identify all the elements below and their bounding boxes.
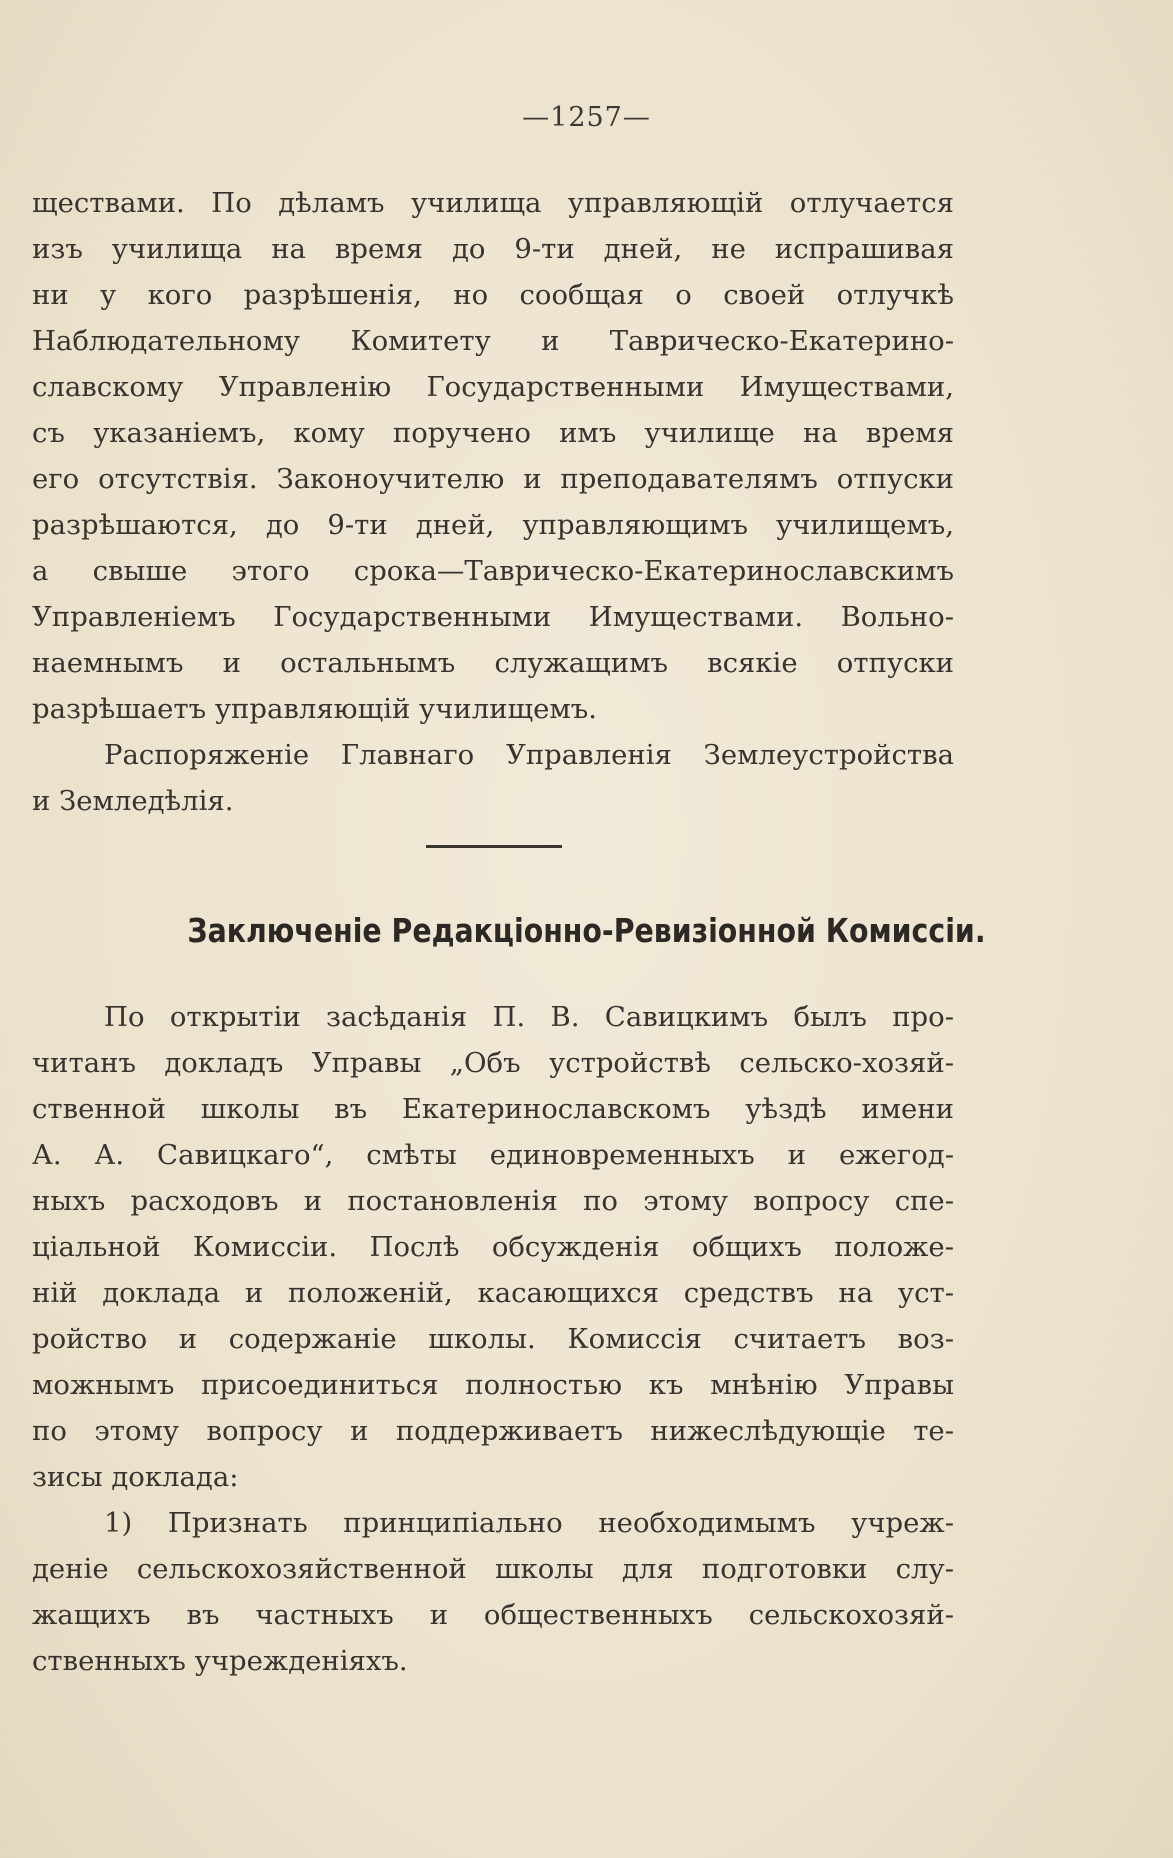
text-line: изъ училища на время до 9-ти дней, не испрашивая — [32, 233, 954, 265]
text-line: съ указаніемъ, кому поручено имъ училище на время — [32, 417, 954, 449]
text-line: разрѣшаются, до 9-ти дней, управляющимъ училищемъ, — [32, 509, 954, 541]
text-line: Распоряженіе Главнаго Управленія Землеустройства — [104, 739, 954, 771]
text-line: ройство и содержаніе школы. Комиссія считаетъ воз- — [32, 1323, 954, 1355]
text-line: его отсутствія. Законоучителю и преподавателямъ отпуски — [32, 463, 954, 495]
text-block-bottom — [32, 994, 954, 1684]
text-line: А. А. Савицкаго“, смѣты единовременныхъ и ежегод- — [32, 1139, 954, 1171]
text-line: читанъ докладъ Управы „Объ устройствѣ сельско-хозяй- — [32, 1047, 954, 1079]
text-line: ціальной Комиссіи. Послѣ обсужденія общихъ положе- — [32, 1231, 954, 1263]
text-block-top — [32, 180, 954, 824]
section-divider — [426, 845, 562, 848]
text-line: ственной школы въ Екатеринославскомъ уѣздѣ имени — [32, 1093, 954, 1125]
text-line: 1) Признать принципіально необходимымъ учреж- — [104, 1507, 954, 1539]
section-heading: Заключеніе Редакціонно-Ревизіонной Комиссіи. — [187, 911, 986, 950]
text-line: разрѣшаетъ управляющій училищемъ. — [32, 693, 598, 725]
text-line: ственныхъ учрежденіяхъ. — [32, 1645, 408, 1677]
text-line: ни у кого разрѣшенія, но сообщая о своей отлучкѣ — [32, 279, 954, 311]
text-line: славскому Управленію Государственными Имуществами, — [32, 371, 954, 403]
text-line: По открытіи засѣданія П. В. Савицкимъ былъ про- — [104, 1001, 954, 1033]
text-line: зисы доклада: — [32, 1461, 239, 1493]
text-line: а свыше этого срока—Таврическо-Екатеринославскимъ — [32, 555, 954, 587]
text-line: ній доклада и положеній, касающихся средствъ на уст- — [32, 1277, 954, 1309]
text-line: Управленіемъ Государственными Имуществами. Вольно- — [32, 601, 954, 633]
text-line: по этому вопросу и поддерживаетъ нижеслѣдующіе те- — [32, 1415, 954, 1447]
page-number: —1257— — [522, 102, 651, 133]
text-line: Наблюдательному Комитету и Таврическо-Екатерино- — [32, 325, 954, 357]
text-line: деніе сельскохозяйственной школы для подготовки слу- — [32, 1553, 954, 1585]
text-line: можнымъ присоединиться полностью къ мнѣнію Управы — [32, 1369, 954, 1401]
text-line: и Земледѣлія. — [32, 785, 234, 817]
text-line: наемнымъ и остальнымъ служащимъ всякіе отпуски — [32, 647, 954, 679]
text-line: ныхъ расходовъ и постановленія по этому вопросу спе- — [32, 1185, 954, 1217]
text-line: жащихъ въ частныхъ и общественныхъ сельскохозяй- — [32, 1599, 954, 1631]
text-line: ществами. По дѣламъ училища управляющій отлучается — [32, 187, 954, 219]
